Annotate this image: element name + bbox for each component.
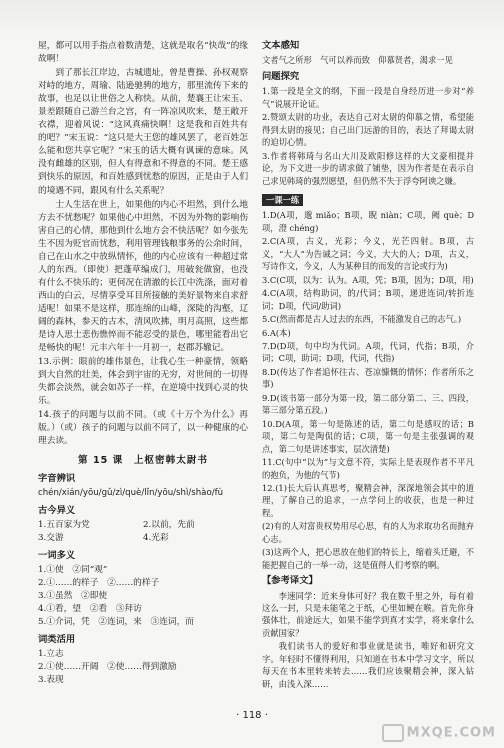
practice-item: (2)有的人对富贵权势用尽心思，有的人为求取功名而抛弃心志。 xyxy=(262,521,474,544)
practice-label: 一课一练 xyxy=(262,194,303,206)
answer-item: 13.示例：眼前的雄伟景色，让我心生一种豪情，领略到大自然的壮美，体会到宇宙的无穷，对世间的一切得失都会淡然，就会如苏子一样，在逆境中找到心灵的快乐。 xyxy=(38,357,248,407)
practice-item: 9.D(该书第一部分为第一段，第二部分第二、三、四段，第三部分第五段。) xyxy=(262,392,474,416)
polysemy-item: 4.①看，望 ②看 ③拜访 xyxy=(38,603,142,614)
practice-item: 2.C(A项，古义，光彩；今义，光芒四射。B项，古义，“大人”为告诫之词；今义，大大的人；D项，古义，写诗作文，今义，人为某种目的而发的言论或行为) xyxy=(262,236,474,272)
practice-item: (3)这两个人，把心思放在他们的特长上，缩着头迁避，不能把握自己的一举一动，这是值得人们考察的啊。 xyxy=(262,547,474,570)
practice-item: 10.D(A项，第一句是陈述的话，第二句是感叹的话；B项，第二句是陶侃的话；C项，第一句是主张强调的观点，第二句是讲述事实，层次清楚) xyxy=(262,418,474,454)
practice-item: 7.D(D项，句中均为代词。A项，代词，代指；B项，介词；C项，助词；D项，代词，代指) xyxy=(262,340,474,364)
practice-item: 11.C(句中“以为”与文意不符，实际上是表现作者不平凡的抱负，为他的气节) xyxy=(262,457,474,480)
pinyin-line: chén/xián/yōu/gǔ/zì/què/lǐn/yōu/shì/shào/fù xyxy=(38,487,224,498)
usage-item: 1.立志 xyxy=(38,649,64,660)
polysemy-item: 3.①虽然 ②即使 xyxy=(38,590,108,601)
polysemy-item: 5.①介词，凭 ②连词，来 ③连词，而 xyxy=(38,616,194,627)
page-number: · 118 · xyxy=(236,710,268,721)
section-heading: 词类活用 xyxy=(38,634,76,646)
practice-item: 4.C(A项，结构助词，的/代词；B项，递进连词/转折连词；D项，代词/助词) xyxy=(262,288,474,311)
practice-item: 5.C(然而都是古人过去的东西，不能激发自己的志气。) xyxy=(262,314,462,325)
ancient-item: 3.交游 xyxy=(38,532,64,543)
paragraph: 士人生活在世上，如果他的内心不坦然，到什么地方去不忧愁呢？如果他心中坦然，不因为外物的影响伤害自己的心情，那他到什么地方会不快活呢？如今张先生不因为贬官而忧愁，利用管理钱粮事务的公余时间，自己在山水之中放纵情怀，他的内心应该有一种超过常人的东西。（即使）把蓬草编成门，用破瓮做窗，也没有什么不快乐的；更何况在清澈的长江中洗涤，面对着西山的白云，尽情享受耳目所接触的美好景物来自求舒适呢！如果不是这样，那连绵的山峰，深陡的沟壑，辽阔的森林，参天的古木，清风吹拂，明月高照，这些都是诗人思士悲伤憔悴而不能忍受的景色，哪里能看出它是畅快的呢！元丰六年十一月初一，赵郡苏辙记。 xyxy=(38,199,248,354)
text-line: 文者气之所形 气可以养而致 仰慕贤者，渴求一见 xyxy=(262,55,453,66)
answer-item: 14.孩子的问题与以前不同。（或《十万个为什么》再版。）（或）孩子的问题与以前不同了，以一种健康的心理去读。 xyxy=(38,410,248,447)
reference-label: 【参考译文】 xyxy=(262,575,318,587)
ancient-item: 1.五百家为党 xyxy=(38,519,90,530)
left-column xyxy=(38,40,248,687)
watermark-icon xyxy=(382,724,404,742)
lesson-title: 第 15 课 上枢密韩太尉书 xyxy=(78,455,208,467)
usage-item: 2.①使……开阔 ②使……得到激励 xyxy=(38,662,177,673)
section-heading: 古今异义 xyxy=(38,504,76,516)
ancient-item: 4.光彩 xyxy=(143,532,169,543)
scan-shadow xyxy=(0,0,504,38)
section-heading: 字音辨识 xyxy=(38,472,76,484)
practice-item: 6.A(本) xyxy=(262,327,291,338)
paragraph: 屋，都可以用手指点着数清楚，这就是取名“快哉”的缘故啊！ xyxy=(38,41,248,65)
right-column xyxy=(262,40,474,691)
polysemy-item: 2.①……的样子 ②……的样子 xyxy=(38,577,160,588)
paragraph: 到了那长江岸边，古城遗址，曾是曹操、孙权观察对峙的地方，周瑜、陆逊驰骋的地方，那里流传下来的故事，也足以让世俗之人称快。从前，楚襄王让宋玉、景差跟随自己游兰台之宫，有一阵凉风吹来，楚王敞开衣襟，迎着风说：“这风真痛快啊！这是我和百姓共有的吧？”宋玉说：“这只是大王您的雄风罢了，老百姓怎么能和您共享它呢？”宋玉的话大概有讽谏的意味。风没有雌雄的区别，但人有得意和不得意的不同。楚王感到快乐的原因，和百姓感到忧愁的原因，正是由于人们的境遇不同，跟风有什么关系呢？ xyxy=(38,68,248,196)
watermark-text: MXQE.COM xyxy=(406,725,496,741)
watermark-logo xyxy=(382,724,496,742)
ancient-row xyxy=(38,519,248,532)
issue-item: 3.作者将韩琦与名山大川及欧阳修这样的大文豪相提并论，为下文进一步的请求做了铺垫，因为作者是在表示自己求见韩琦的强烈愿望，但仍然不失于浮夸阿谀之嫌。 xyxy=(262,150,474,186)
usage-item: 3.表现 xyxy=(38,675,64,686)
reference-paragraph: 我们读书人的爱好和事业就是读书，唯好和研究文字。年轻时不懂得利用，只知道在书本中学习文字，所以每天在书本里转来转去……我们应该聚精会神，深入钻研，由浅入深…… xyxy=(262,641,474,689)
polysemy-item: 1.①使 ②同“观” xyxy=(38,564,108,575)
issue-item: 2.赞颂太尉的功业，表达自己对太尉的仰慕之情，希望能得到太尉的接见；自己出门远游的目的，表达了拜谒太尉的迫切心情。 xyxy=(262,112,474,148)
section-heading: 问题探究 xyxy=(262,70,300,82)
section-heading: 文本感知 xyxy=(262,40,300,51)
section-heading: 一词多义 xyxy=(38,549,76,561)
issue-item: 1.第一段是全文的纲，下面一段是自身经历进一步对“养气”说展开论证。 xyxy=(262,86,474,109)
ancient-item: 2.以前，先前 xyxy=(143,519,195,530)
practice-item: 1.D(A项，邈 miǎo；B项，睨 niàn；C项，阙 què；D项，澄 chéng) xyxy=(262,210,474,233)
practice-item: 12.(1)长大后认真思考，聚精会神，深深地领会其中的道理，了解自己的追求，一点学问上的收获，也是一种过程。 xyxy=(262,482,474,518)
reference-paragraph: 李速同学：近来身体可好？我在数千里之外，每有着这么一封，只是未能笔之于纸，心里如鲠在喉。首先你身强体壮，前途远大，如果不能学到真才实学，将来拿什么贡献国家？ xyxy=(262,590,474,638)
practice-item: 8.D(传达了作者追怀往古、苍凉慷慨的情怀；作者所乐之事) xyxy=(262,366,474,390)
practice-item: 3.C(C项，以为：认为。A项，凭；B项，因为；D项，用) xyxy=(262,274,474,285)
ancient-row xyxy=(38,532,248,545)
